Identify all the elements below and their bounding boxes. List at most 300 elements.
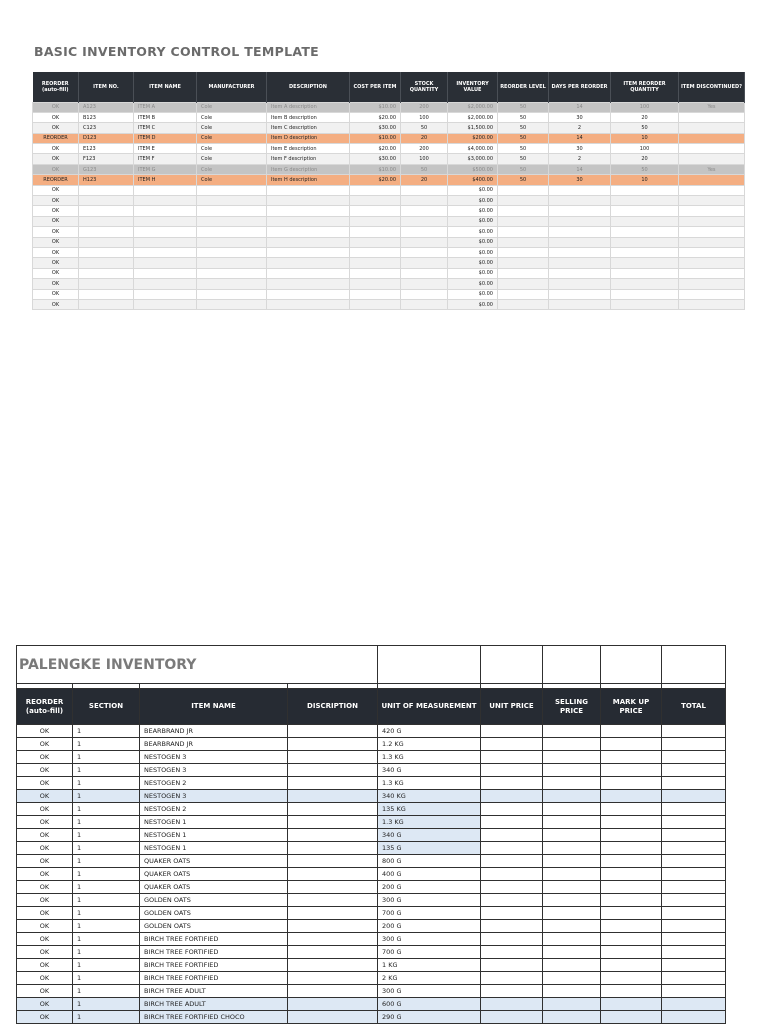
table-cell[interactable] — [601, 842, 662, 855]
column-header[interactable]: INVENTORY VALUE — [448, 72, 498, 102]
table-cell[interactable] — [197, 289, 267, 299]
table-cell[interactable]: Item E description — [267, 144, 350, 154]
table-cell[interactable] — [498, 237, 549, 247]
table-cell[interactable] — [481, 842, 543, 855]
table-cell[interactable] — [611, 196, 679, 206]
table-cell[interactable]: 1 — [73, 1011, 140, 1024]
table-cell[interactable] — [288, 920, 378, 933]
table-cell[interactable]: 1 — [73, 933, 140, 946]
table-cell[interactable]: F123 — [79, 154, 134, 164]
table-cell[interactable] — [134, 289, 197, 299]
table-cell[interactable]: NESTOGEN 3 — [140, 751, 288, 764]
table-cell[interactable] — [288, 855, 378, 868]
table-cell[interactable] — [601, 1011, 662, 1024]
table-cell[interactable] — [350, 279, 401, 289]
table-cell[interactable]: $20.00 — [350, 144, 401, 154]
table-cell[interactable] — [481, 816, 543, 829]
table-cell[interactable] — [267, 247, 350, 257]
table-cell[interactable] — [481, 959, 543, 972]
table-cell[interactable]: H123 — [79, 175, 134, 185]
table-cell[interactable]: 200 — [401, 144, 448, 154]
table-cell[interactable]: OK — [17, 803, 73, 816]
table-cell[interactable]: 340 KG — [378, 790, 481, 803]
table-cell[interactable] — [401, 279, 448, 289]
table-cell[interactable]: 50 — [498, 144, 549, 154]
table-cell[interactable]: Cole — [197, 144, 267, 154]
table-cell[interactable]: OK — [17, 959, 73, 972]
table-cell[interactable] — [543, 894, 601, 907]
column-header[interactable]: MARK UP PRICE — [601, 689, 662, 725]
table-cell[interactable]: $30.00 — [350, 154, 401, 164]
table-cell[interactable]: 1.3 KG — [378, 816, 481, 829]
table-cell[interactable] — [401, 258, 448, 268]
table-cell[interactable] — [498, 247, 549, 257]
table-cell[interactable]: NESTOGEN 2 — [140, 777, 288, 790]
table-cell[interactable] — [543, 998, 601, 1011]
table-cell[interactable]: 10 — [611, 175, 679, 185]
table-cell[interactable]: 14 — [549, 102, 611, 112]
table-cell[interactable] — [601, 646, 662, 684]
table-cell[interactable] — [267, 185, 350, 195]
column-header[interactable]: TOTAL — [662, 689, 726, 725]
table-cell[interactable]: 700 G — [378, 907, 481, 920]
table-cell[interactable] — [601, 751, 662, 764]
table-cell[interactable]: OK — [33, 227, 79, 237]
table-cell[interactable]: 200 G — [378, 881, 481, 894]
table-cell[interactable]: OK — [33, 206, 79, 216]
table-cell[interactable]: 200 G — [378, 920, 481, 933]
table-cell[interactable] — [498, 216, 549, 226]
table-cell[interactable]: $0.00 — [448, 237, 498, 247]
table-cell[interactable]: Item F description — [267, 154, 350, 164]
table-cell[interactable]: $500.00 — [448, 164, 498, 174]
table-cell[interactable] — [481, 855, 543, 868]
table-cell[interactable] — [288, 972, 378, 985]
table-cell[interactable] — [288, 764, 378, 777]
table-cell[interactable] — [662, 751, 726, 764]
table-cell[interactable] — [481, 881, 543, 894]
table-cell[interactable] — [134, 196, 197, 206]
table-cell[interactable] — [601, 946, 662, 959]
table-cell[interactable] — [601, 803, 662, 816]
table-cell[interactable]: 50 — [401, 123, 448, 133]
table-cell[interactable]: 700 G — [378, 946, 481, 959]
table-cell[interactable] — [679, 196, 745, 206]
table-cell[interactable] — [378, 646, 481, 684]
table-cell[interactable] — [350, 258, 401, 268]
table-cell[interactable] — [679, 227, 745, 237]
table-cell[interactable]: 1 — [73, 972, 140, 985]
table-cell[interactable] — [134, 268, 197, 278]
table-cell[interactable] — [350, 227, 401, 237]
table-cell[interactable] — [543, 985, 601, 998]
table-cell[interactable]: ITEM E — [134, 144, 197, 154]
table-cell[interactable]: 400 G — [378, 868, 481, 881]
table-cell[interactable] — [350, 237, 401, 247]
table-cell[interactable] — [481, 764, 543, 777]
table-cell[interactable] — [549, 227, 611, 237]
table-cell[interactable] — [498, 299, 549, 309]
table-cell[interactable] — [543, 868, 601, 881]
table-cell[interactable] — [549, 289, 611, 299]
table-cell[interactable] — [288, 816, 378, 829]
table-cell[interactable]: Yes — [679, 164, 745, 174]
table-cell[interactable] — [601, 764, 662, 777]
table-cell[interactable] — [134, 185, 197, 195]
table-cell[interactable] — [288, 777, 378, 790]
table-cell[interactable] — [481, 894, 543, 907]
table-cell[interactable]: 1 — [73, 959, 140, 972]
table-cell[interactable] — [662, 881, 726, 894]
table-cell[interactable] — [679, 144, 745, 154]
table-cell[interactable] — [662, 933, 726, 946]
table-cell[interactable] — [543, 725, 601, 738]
table-cell[interactable]: Item D description — [267, 133, 350, 143]
table-cell[interactable] — [498, 258, 549, 268]
table-cell[interactable] — [543, 933, 601, 946]
table-cell[interactable]: 1.3 KG — [378, 751, 481, 764]
table-cell[interactable]: $2,000.00 — [448, 112, 498, 122]
table-cell[interactable]: 14 — [549, 164, 611, 174]
table-cell[interactable] — [79, 279, 134, 289]
table-cell[interactable]: Yes — [679, 102, 745, 112]
table-cell[interactable]: $20.00 — [350, 112, 401, 122]
table-cell[interactable] — [197, 185, 267, 195]
table-cell[interactable] — [134, 206, 197, 216]
table-cell[interactable] — [401, 289, 448, 299]
table-cell[interactable]: BIRCH TREE FORTIFIED — [140, 972, 288, 985]
table-cell[interactable]: $4,000.00 — [448, 144, 498, 154]
table-cell[interactable] — [267, 258, 350, 268]
table-cell[interactable]: NESTOGEN 1 — [140, 816, 288, 829]
table-cell[interactable] — [543, 829, 601, 842]
table-cell[interactable] — [481, 646, 543, 684]
table-cell[interactable] — [662, 829, 726, 842]
table-cell[interactable]: GOLDEN OATS — [140, 920, 288, 933]
table-cell[interactable]: 2 — [549, 123, 611, 133]
table-cell[interactable] — [267, 206, 350, 216]
table-cell[interactable]: BIRCH TREE ADULT — [140, 985, 288, 998]
table-cell[interactable] — [401, 247, 448, 257]
table-cell[interactable]: 300 G — [378, 894, 481, 907]
table-cell[interactable] — [611, 206, 679, 216]
table-cell[interactable] — [267, 216, 350, 226]
table-cell[interactable]: 1 — [73, 842, 140, 855]
table-cell[interactable]: ITEM D — [134, 133, 197, 143]
table-cell[interactable] — [601, 907, 662, 920]
table-cell[interactable]: OK — [17, 751, 73, 764]
table-cell[interactable] — [401, 268, 448, 278]
table-cell[interactable]: Item B description — [267, 112, 350, 122]
table-cell[interactable]: REORDER — [33, 133, 79, 143]
table-cell[interactable] — [350, 196, 401, 206]
table-cell[interactable] — [79, 299, 134, 309]
column-header[interactable]: STOCK QUANTITY — [401, 72, 448, 102]
table-cell[interactable] — [267, 268, 350, 278]
table-cell[interactable] — [662, 790, 726, 803]
table-cell[interactable] — [611, 279, 679, 289]
column-header[interactable]: UNIT PRICE — [481, 689, 543, 725]
table-cell[interactable] — [611, 299, 679, 309]
table-cell[interactable] — [543, 1011, 601, 1024]
table-cell[interactable]: $10.00 — [350, 164, 401, 174]
table-cell[interactable]: 420 G — [378, 725, 481, 738]
table-cell[interactable]: 1 — [73, 946, 140, 959]
table-cell[interactable]: Cole — [197, 164, 267, 174]
table-cell[interactable] — [134, 247, 197, 257]
table-cell[interactable]: $3,000.00 — [448, 154, 498, 164]
table-cell[interactable] — [543, 946, 601, 959]
table-cell[interactable] — [79, 216, 134, 226]
table-cell[interactable] — [662, 855, 726, 868]
table-cell[interactable]: OK — [17, 946, 73, 959]
table-cell[interactable] — [79, 268, 134, 278]
table-cell[interactable] — [611, 185, 679, 195]
table-cell[interactable] — [601, 868, 662, 881]
table-cell[interactable] — [288, 751, 378, 764]
table-cell[interactable] — [481, 920, 543, 933]
table-cell[interactable]: 1 — [73, 725, 140, 738]
table-cell[interactable]: 1 — [73, 907, 140, 920]
table-cell[interactable]: 20 — [611, 112, 679, 122]
table-cell[interactable]: 30 — [549, 175, 611, 185]
table-cell[interactable]: BIRCH TREE FORTIFIED — [140, 959, 288, 972]
table-cell[interactable] — [288, 868, 378, 881]
table-cell[interactable]: $0.00 — [448, 299, 498, 309]
table-cell[interactable] — [481, 868, 543, 881]
table-cell[interactable]: BIRCH TREE FORTIFIED CHOCO — [140, 1011, 288, 1024]
table-cell[interactable] — [679, 237, 745, 247]
table-cell[interactable] — [481, 907, 543, 920]
table-cell[interactable] — [197, 237, 267, 247]
table-cell[interactable] — [79, 227, 134, 237]
table-cell[interactable]: $20.00 — [350, 175, 401, 185]
table-cell[interactable]: OK — [17, 790, 73, 803]
table-cell[interactable]: $10.00 — [350, 133, 401, 143]
table-cell[interactable]: OK — [17, 816, 73, 829]
table-cell[interactable] — [601, 972, 662, 985]
table-cell[interactable] — [197, 247, 267, 257]
table-cell[interactable] — [79, 289, 134, 299]
column-header[interactable]: SECTION — [73, 689, 140, 725]
table-cell[interactable] — [679, 206, 745, 216]
table-cell[interactable] — [267, 289, 350, 299]
table-cell[interactable]: BEARBRAND JR — [140, 738, 288, 751]
table-cell[interactable]: BIRCH TREE FORTIFIED — [140, 946, 288, 959]
column-header[interactable]: ITEM NO. — [79, 72, 134, 102]
table-cell[interactable]: $0.00 — [448, 196, 498, 206]
table-cell[interactable] — [288, 738, 378, 751]
table-cell[interactable] — [549, 185, 611, 195]
table-cell[interactable]: 50 — [498, 164, 549, 174]
table-cell[interactable] — [611, 289, 679, 299]
table-cell[interactable]: 50 — [498, 112, 549, 122]
table-cell[interactable]: $30.00 — [350, 123, 401, 133]
column-header[interactable]: REORDER (auto-fill) — [17, 689, 73, 725]
table-cell[interactable]: OK — [33, 102, 79, 112]
table-cell[interactable] — [679, 258, 745, 268]
table-cell[interactable]: 1 — [73, 998, 140, 1011]
table-cell[interactable] — [679, 216, 745, 226]
table-cell[interactable] — [197, 299, 267, 309]
column-header[interactable]: SELLING PRICE — [543, 689, 601, 725]
table-cell[interactable] — [498, 227, 549, 237]
table-cell[interactable] — [498, 196, 549, 206]
table-cell[interactable]: Item C description — [267, 123, 350, 133]
table-cell[interactable]: 2 — [549, 154, 611, 164]
table-cell[interactable] — [601, 894, 662, 907]
table-cell[interactable]: OK — [17, 829, 73, 842]
table-cell[interactable]: $0.00 — [448, 289, 498, 299]
table-cell[interactable] — [350, 185, 401, 195]
table-cell[interactable]: $200.00 — [448, 133, 498, 143]
table-cell[interactable]: OK — [33, 279, 79, 289]
table-cell[interactable] — [288, 803, 378, 816]
table-cell[interactable] — [267, 279, 350, 289]
table-cell[interactable] — [481, 972, 543, 985]
table-cell[interactable] — [481, 946, 543, 959]
table-cell[interactable]: A123 — [79, 102, 134, 112]
table-cell[interactable]: ITEM C — [134, 123, 197, 133]
table-cell[interactable]: 1 — [73, 790, 140, 803]
table-cell[interactable]: 2 KG — [378, 972, 481, 985]
table-cell[interactable] — [543, 751, 601, 764]
table-cell[interactable]: NESTOGEN 1 — [140, 829, 288, 842]
table-cell[interactable] — [350, 206, 401, 216]
table-cell[interactable] — [288, 881, 378, 894]
table-cell[interactable]: 1 — [73, 764, 140, 777]
table-cell[interactable] — [662, 777, 726, 790]
table-cell[interactable] — [549, 247, 611, 257]
column-header[interactable]: DAYS PER REORDER — [549, 72, 611, 102]
table-cell[interactable] — [543, 764, 601, 777]
table-cell[interactable] — [549, 268, 611, 278]
table-cell[interactable] — [679, 112, 745, 122]
column-header[interactable]: MANUFACTURER — [197, 72, 267, 102]
column-header[interactable]: UNIT OF MEASUREMENT — [378, 689, 481, 725]
table-cell[interactable] — [662, 985, 726, 998]
table-cell[interactable] — [601, 855, 662, 868]
table-cell[interactable] — [498, 206, 549, 216]
table-cell[interactable] — [79, 185, 134, 195]
table-cell[interactable]: 1 — [73, 738, 140, 751]
table-cell[interactable] — [197, 227, 267, 237]
table-cell[interactable]: NESTOGEN 3 — [140, 790, 288, 803]
table-cell[interactable]: 1 — [73, 985, 140, 998]
table-cell[interactable]: 50 — [498, 133, 549, 143]
table-cell[interactable]: 50 — [498, 154, 549, 164]
table-cell[interactable]: GOLDEN OATS — [140, 894, 288, 907]
table-cell[interactable] — [543, 777, 601, 790]
table-cell[interactable] — [543, 816, 601, 829]
column-header[interactable]: ITEM DISCONTINUED? — [679, 72, 745, 102]
table-cell[interactable]: 50 — [611, 164, 679, 174]
table-cell[interactable] — [543, 907, 601, 920]
table-cell[interactable]: 1.3 KG — [378, 777, 481, 790]
table-cell[interactable] — [679, 175, 745, 185]
table-cell[interactable]: C123 — [79, 123, 134, 133]
table-cell[interactable] — [662, 946, 726, 959]
table-cell[interactable] — [288, 998, 378, 1011]
table-cell[interactable] — [498, 279, 549, 289]
table-cell[interactable] — [288, 790, 378, 803]
table-cell[interactable]: BIRCH TREE ADULT — [140, 998, 288, 1011]
table-cell[interactable] — [481, 829, 543, 842]
table-cell[interactable] — [197, 268, 267, 278]
table-cell[interactable]: OK — [17, 998, 73, 1011]
table-cell[interactable] — [611, 237, 679, 247]
table-cell[interactable] — [543, 972, 601, 985]
table-cell[interactable]: QUAKER OATS — [140, 855, 288, 868]
table-cell[interactable] — [679, 185, 745, 195]
table-cell[interactable] — [601, 738, 662, 751]
table-cell[interactable]: OK — [33, 196, 79, 206]
table-cell[interactable] — [662, 920, 726, 933]
table-cell[interactable]: B123 — [79, 112, 134, 122]
table-cell[interactable]: OK — [33, 123, 79, 133]
table-cell[interactable] — [79, 237, 134, 247]
table-cell[interactable]: 340 G — [378, 829, 481, 842]
table-cell[interactable]: OK — [17, 868, 73, 881]
table-cell[interactable] — [79, 206, 134, 216]
table-cell[interactable]: OK — [33, 164, 79, 174]
table-cell[interactable]: 135 G — [378, 842, 481, 855]
table-cell[interactable]: GOLDEN OATS — [140, 907, 288, 920]
table-cell[interactable] — [288, 946, 378, 959]
table-cell[interactable]: 30 — [549, 112, 611, 122]
table-cell[interactable] — [662, 894, 726, 907]
table-cell[interactable]: 290 G — [378, 1011, 481, 1024]
column-header[interactable]: DESCRIPTION — [267, 72, 350, 102]
table-cell[interactable]: OK — [17, 855, 73, 868]
table-cell[interactable]: $400.00 — [448, 175, 498, 185]
table-cell[interactable] — [662, 803, 726, 816]
table-cell[interactable]: Cole — [197, 112, 267, 122]
table-cell[interactable]: 135 KG — [378, 803, 481, 816]
table-cell[interactable]: OK — [33, 289, 79, 299]
table-cell[interactable]: QUAKER OATS — [140, 881, 288, 894]
table-cell[interactable]: OK — [33, 237, 79, 247]
table-cell[interactable] — [601, 790, 662, 803]
table-cell[interactable]: $1,500.00 — [448, 123, 498, 133]
table-cell[interactable]: OK — [33, 144, 79, 154]
table-cell[interactable] — [679, 268, 745, 278]
table-cell[interactable]: $0.00 — [448, 216, 498, 226]
table-cell[interactable]: $2,000.00 — [448, 102, 498, 112]
table-cell[interactable] — [662, 725, 726, 738]
table-cell[interactable]: 600 G — [378, 998, 481, 1011]
table-cell[interactable] — [662, 998, 726, 1011]
table-cell[interactable]: OK — [17, 842, 73, 855]
table-cell[interactable] — [662, 907, 726, 920]
table-cell[interactable] — [401, 196, 448, 206]
table-cell[interactable]: BEARBRAND JR — [140, 725, 288, 738]
table-cell[interactable] — [481, 985, 543, 998]
table-cell[interactable] — [611, 247, 679, 257]
table-cell[interactable] — [601, 816, 662, 829]
table-cell[interactable] — [601, 998, 662, 1011]
table-cell[interactable] — [543, 920, 601, 933]
table-cell[interactable] — [481, 1011, 543, 1024]
table-cell[interactable]: 50 — [498, 102, 549, 112]
table-cell[interactable] — [679, 133, 745, 143]
table-cell[interactable]: 1.2 KG — [378, 738, 481, 751]
table-cell[interactable]: Item H description — [267, 175, 350, 185]
table-cell[interactable] — [679, 247, 745, 257]
table-cell[interactable]: 50 — [498, 175, 549, 185]
table-cell[interactable]: Cole — [197, 175, 267, 185]
table-cell[interactable] — [662, 959, 726, 972]
